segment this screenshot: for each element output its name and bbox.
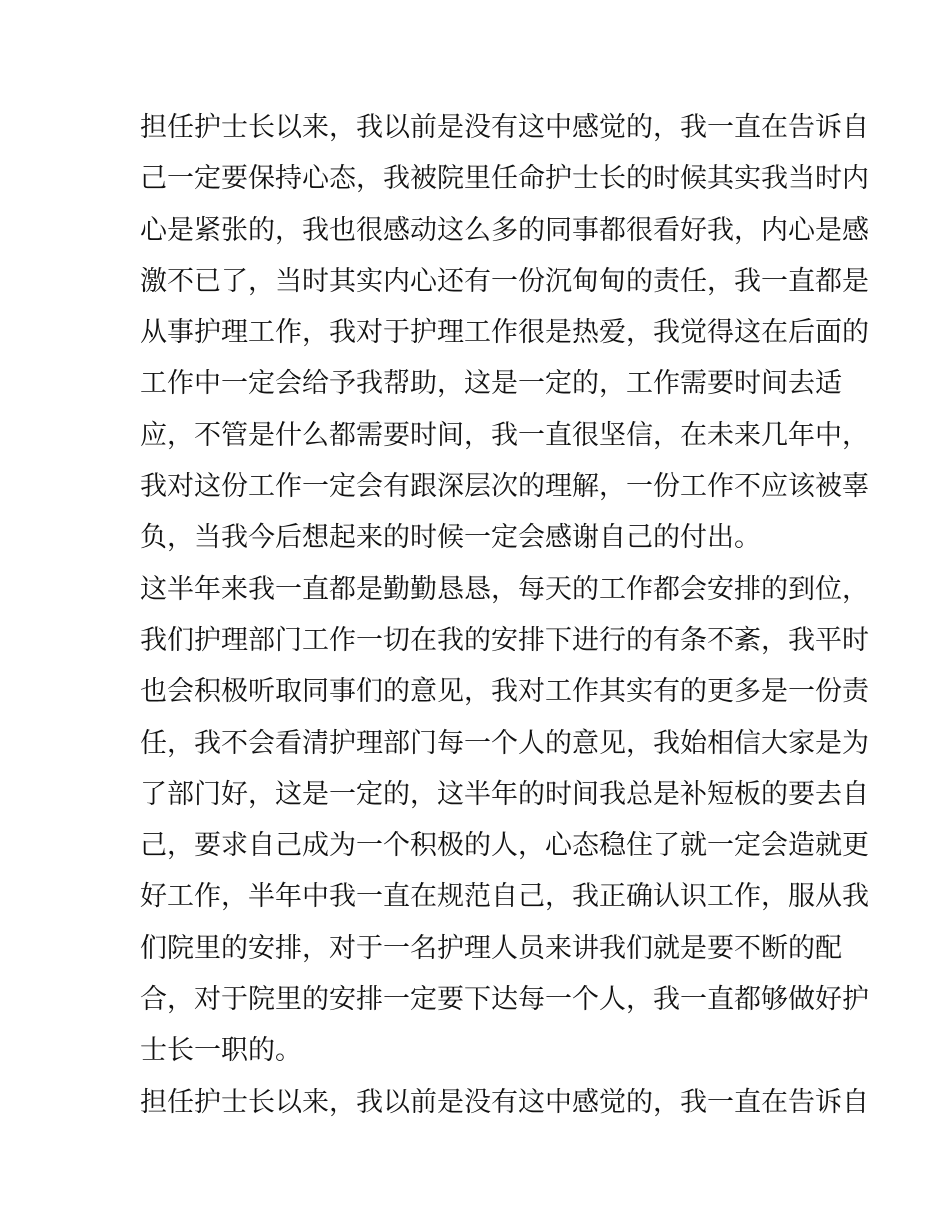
text-line: 从事护理工作，我对于护理工作很是热爱，我觉得这在后面的 [140, 317, 869, 349]
document-body-text [140, 102, 869, 1128]
text-line: 应，不管是什么都需要时间，我一直很坚信，在未来几年中， [140, 419, 869, 451]
text-line: 了部门好，这是一定的，这半年的时间我总是补短板的要去自 [140, 778, 869, 810]
text-line: 激不已了，当时其实内心还有一份沉甸甸的责任，我一直都是 [140, 265, 869, 297]
text-line: 担任护士长以来，我以前是没有这中感觉的，我一直在告诉自 [140, 1086, 869, 1118]
text-line: 己，要求自己成为一个积极的人，心态稳住了就一定会造就更 [140, 830, 869, 862]
text-line: 己一定要保持心态，我被院里任命护士长的时候其实我当时内 [140, 163, 869, 195]
text-line: 任，我不会看清护理部门每一个人的意见，我始相信大家是为 [140, 727, 869, 759]
text-line: 这半年来我一直都是勤勤恳恳，每天的工作都会安排的到位， [140, 573, 869, 605]
text-line: 合，对于院里的安排一定要下达每一个人，我一直都够做好护 [140, 984, 869, 1016]
text-line: 工作中一定会给予我帮助，这是一定的，工作需要时间去适 [140, 368, 842, 400]
text-line: 负，当我今后想起来的时候一定会感谢自己的付出。 [140, 522, 761, 554]
text-line: 们院里的安排，对于一名护理人员来讲我们就是要不断的配 [140, 932, 842, 964]
text-line: 也会积极听取同事们的意见，我对工作其实有的更多是一份责 [140, 676, 869, 708]
text-line: 心是紧张的，我也很感动这么多的同事都很看好我，内心是感 [140, 214, 869, 246]
text-line: 担任护士长以来，我以前是没有这中感觉的，我一直在告诉自 [140, 112, 869, 143]
text-line: 好工作，半年中我一直在规范自己，我正确认识工作，服从我 [140, 881, 869, 913]
text-line: 我对这份工作一定会有跟深层次的理解，一份工作不应该被辜 [140, 471, 869, 503]
text-line: 士长一职的。 [140, 1035, 302, 1067]
text-line: 我们护理部门工作一切在我的安排下进行的有条不紊，我平时 [140, 624, 869, 656]
